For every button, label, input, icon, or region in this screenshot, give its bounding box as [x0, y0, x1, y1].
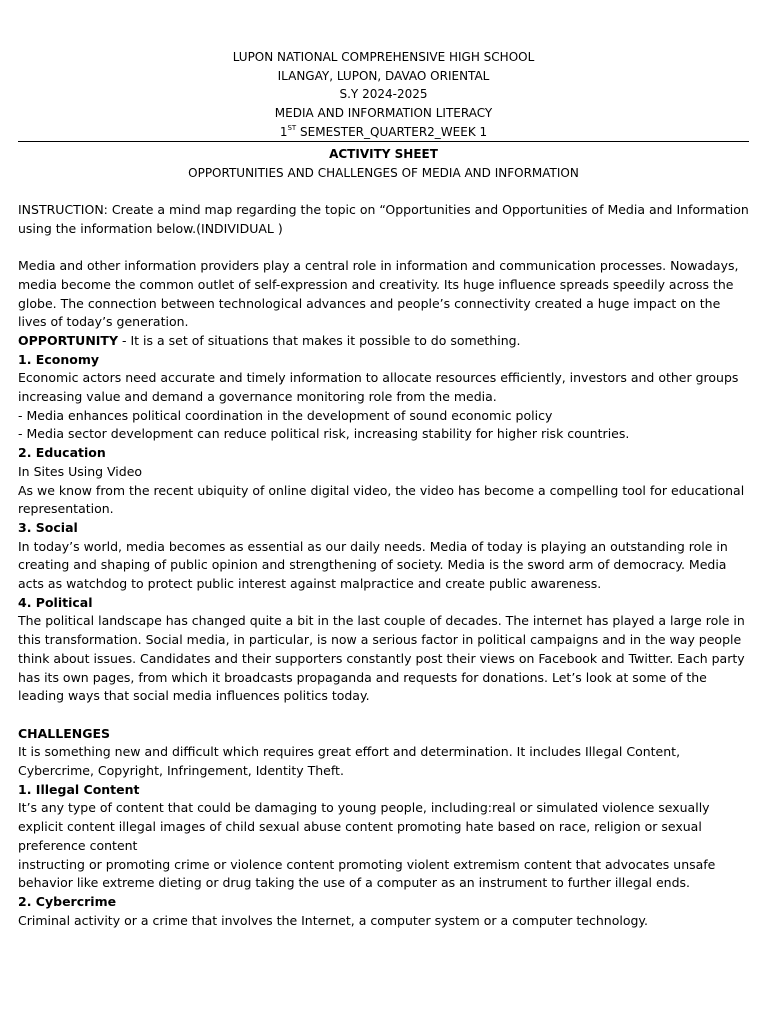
document-body [18, 201, 749, 930]
economy-heading: 1. Economy [18, 351, 99, 367]
term-rest: SEMESTER_QUARTER2_WEEK 1 [296, 124, 488, 139]
illegal-content-paragraph-1: It’s any type of content that could be damaging to young people, including:real or simulated violence sexually explicit content illegal images of child sexual abuse content promoting hate based on race, religion or sexual preference content [18, 800, 710, 853]
illegal-content-heading: 1. Illegal Content [18, 781, 140, 797]
economy-paragraph: Economic actors need accurate and timely information to allocate resources efficiently, investors and other groups increasing value and demand a governance monitoring role from the media. [18, 370, 739, 405]
school-address: ILANGAY, LUPON, DAVAO ORIENTAL [277, 68, 490, 83]
spacer [18, 706, 749, 725]
illegal-content-paragraph-2: instructing or promoting crime or violence content promoting violent extremism content that advocates unsafe behavior like extreme dieting or drug taking the use of a computer as an instrument to further illegal ends. [18, 856, 716, 891]
education-paragraph: As we know from the recent ubiquity of online digital video, the video has become a compelling tool for educational representation. [18, 482, 745, 517]
opportunity-definition [18, 332, 749, 351]
header-divider [18, 141, 749, 142]
challenges-heading: CHALLENGES [18, 725, 111, 741]
social-heading: 3. Social [18, 519, 78, 535]
economy-bullet-1: - Media enhances political coordination in the development of sound economic policy [18, 407, 553, 423]
school-year: S.Y 2024-2025 [339, 87, 428, 102]
social-paragraph: In today’s world, media becomes as essential as our daily needs. Media of today is playing an outstanding role in creating and shaping of public opinion and strengthening of society. Media is the sword arm of democracy. Media acts as watchdog to protect public interest against malpractice and create public awareness. [18, 538, 728, 592]
education-heading: 2. Education [18, 445, 106, 461]
opportunity-heading: OPPORTUNITY [18, 332, 119, 348]
spacer [18, 238, 749, 257]
education-subheading: In Sites Using Video [18, 463, 143, 479]
instruction-paragraph: INSTRUCTION: Create a mind map regarding the topic on “Opportunities and Opportunities of Media and Information using the information below.(INDIVIDUAL ) [18, 202, 749, 236]
term-line [18, 123, 749, 142]
sheet-label: ACTIVITY SHEET [329, 147, 438, 161]
cybercrime-heading: 2. Cybercrime [18, 893, 117, 909]
cybercrime-paragraph: Criminal activity or a crime that involves the Internet, a computer system or a computer technology. [18, 912, 649, 928]
political-paragraph: The political landscape has changed quite a bit in the last couple of decades. The internet has played a large role in this transformation. Social media, in particular, is now a serious factor in political campaigns and in the way people think about issues. Candidates and their supporters constantly post their views on Facebook and Twitter. Each party has its own pages, from which it broadcasts propaganda and requests for donations. Let’s look at some of the leading ways that social media influences politics today. [18, 613, 745, 704]
term-superscript: ST [287, 123, 297, 132]
economy-bullet-2: - Media sector development can reduce political risk, increasing stability for higher risk countries. [18, 426, 630, 442]
term-number: 1 [279, 124, 288, 139]
sheet-title: OPPORTUNITIES AND CHALLENGES OF MEDIA AND INFORMATION [188, 165, 579, 180]
challenges-definition: It is something new and difficult which requires great effort and determination. It includes Illegal Content, Cybercrime, Copyright, Infringement, Identity Theft. [18, 744, 681, 779]
sheet-heading [18, 145, 749, 182]
opportunity-definition-text: - It is a set of situations that makes it possible to do something. [118, 332, 521, 348]
school-name: LUPON NATIONAL COMPREHENSIVE HIGH SCHOOL [232, 50, 535, 64]
political-heading: 4. Political [18, 594, 93, 610]
subject-name: MEDIA AND INFORMATION LITERACY [274, 106, 493, 121]
document-header [18, 48, 749, 142]
intro-paragraph: Media and other information providers play a central role in information and communication processes. Nowadays, media become the common outlet of self-expression and creativity. Its huge influence spreads speedily across the globe. The connection between technological advances and people’s connectivity created a huge impact on the lives of today’s generation. [18, 258, 739, 330]
